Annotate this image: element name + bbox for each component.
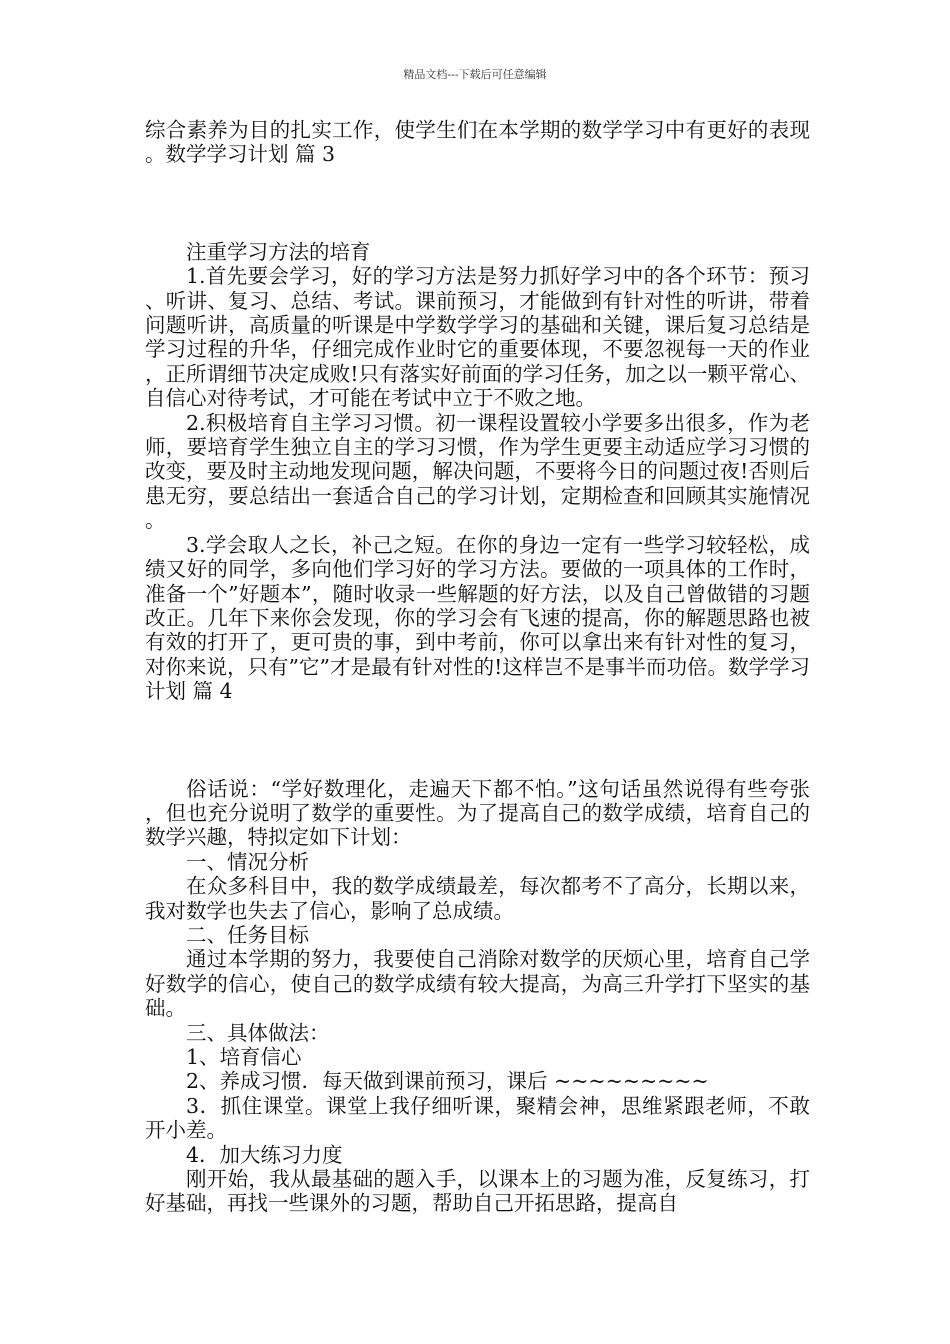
page-header: 精品文档---下载后可任意编辑 [403,68,547,81]
paragraph-point-3: 3.学会取人之长，补己之短。在你的身边一定有一些学习较轻松，成绩又好的同学，多向他们学习好的学习方法。要做的一项具体的工作时，准备一个”好题本”，随时收录一些解题的好方法，以及自己曾做错的习题改正。几年下来你会发现，你的学习会有飞速的提高，你的解题思路也被有效的打开了，更可贵的事，到中考前，你可以拿出来有针对性的复习，对你来说，只有”它”才是最有针对性的!这样岂不是事半而功倍。数学学习计划 篇 4 [145,532,810,704]
document-body [145,118,810,1216]
method-item-3: 3．抓住课堂。课堂上我仔细听课，聚精会神，思维紧跟老师，不敢开小差。 [145,1093,810,1143]
paragraph-situation: 在众多科目中，我的数学成绩最差，每次都考不了高分，长期以来，我对数学也失去了信心，影响了总成绩。 [145,874,810,923]
section-gap [145,167,810,240]
heading-goal: 二、任务目标 [186,922,309,947]
paragraph-intro-continuation: 综合素养为目的扎实工作，使学生们在本学期的数学学习中有更好的表现。数学学习计划 篇 3 [145,118,810,167]
heading-method: 三、具体做法： [186,1020,330,1045]
paragraph-intro: 俗话说：“学好数理化，走遍天下都不怕。”这句话虽然说得有些夸张，但也充分说明了数学的重要性。为了提高自己的数学成绩，培育自己的数学兴趣，特拟定如下计划： [145,776,810,850]
paragraph-point-2: 2.积极培育自主学习习惯。初一课程设置较小学要多出很多，作为老师，要培育学生独立自主的学习习惯，作为学生更要主动适应学习习惯的改变，要及时主动地发现问题，解决问题，不要将今日的问题过夜!否则后患无穷，要总结出一套适合自己的学习计划，定期检查和回顾其实施情况。 [145,410,810,533]
section-gap [145,704,810,777]
paragraph-goal: 通过本学期的努力，我要使自己消除对数学的厌烦心里，培育自己学好数学的信心，使自己的数学成绩有较大提高，为高三升学打下坚实的基础。 [145,947,810,1021]
section-heading: 注重学习方法的培育 [186,239,371,264]
paragraph-point-1: 1.首先要会学习，好的学习方法是努力抓好学习中的各个环节：预习、听讲、复习、总结、考试。课前预习，才能做到有针对性的听讲，带着问题听讲，高质量的听课是中学数学学习的基础和关键，课后复习总结是学习过程的升华，仔细完成作业时它的重要体现，不要忽视每一天的作业，正所谓细节决定成败!只有落实好前面的学习任务，加之以一颗平常心、自信心对待考试，才可能在考试中立于不败之地。 [145,264,810,411]
method-item-2: 2、养成习惯．每天做到课前预习，课后 ~~~~~~~~~ [186,1069,709,1094]
method-item-4: 4．加大练习力度 [186,1142,343,1167]
heading-situation: 一、情况分析 [186,849,309,874]
paragraph-practice: 刚开始，我从最基础的题入手，以课本上的习题为准，反复练习，打好基础，再找一些课外的习题，帮助自己开拓思路，提高自 [145,1167,810,1216]
method-item-1: 1、培育信心 [186,1045,302,1069]
